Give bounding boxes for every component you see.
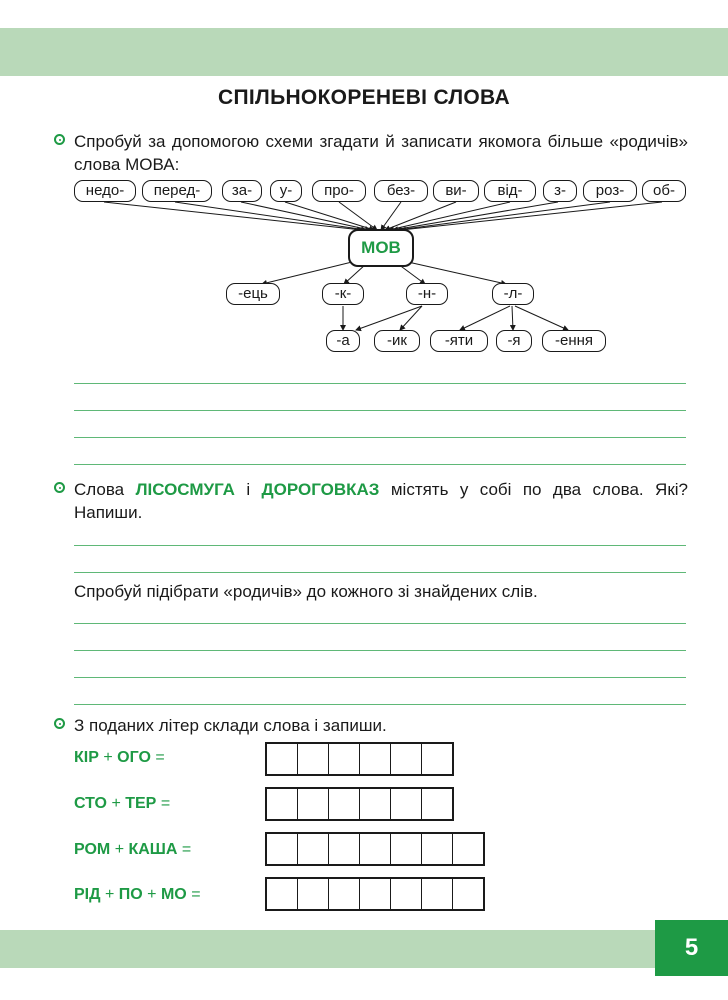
bullet-icon xyxy=(54,718,65,729)
task-2-text: Слова ЛІСОСМУГА і ДОРОГОВКАЗ містять у собі по два слова. Які? Напиши. xyxy=(74,480,688,522)
task-1-text: Спробуй за допомогою схеми згадати й записати якомога більше «родичів» слова МОВА: xyxy=(74,132,688,174)
writing-line[interactable] xyxy=(74,410,686,411)
prefix-box: ви- xyxy=(433,180,479,202)
highlight-word: ЛІСОСМУГА xyxy=(135,480,235,499)
equation-3: РОМ + КАША = xyxy=(74,841,192,858)
prefix-box: за- xyxy=(222,180,262,202)
task-3-text: З поданих літер склади слова і запиши. xyxy=(74,716,387,735)
writing-line[interactable] xyxy=(74,677,686,678)
suffix-box: -л- xyxy=(492,283,534,305)
ending-box: -ення xyxy=(542,330,606,352)
ending-box: -яти xyxy=(430,330,488,352)
writing-line[interactable] xyxy=(74,704,686,705)
letter-grid[interactable] xyxy=(265,877,485,911)
writing-line[interactable] xyxy=(74,437,686,438)
prefix-box: недо- xyxy=(74,180,136,202)
writing-line[interactable] xyxy=(74,383,686,384)
suffix-box: -к- xyxy=(322,283,364,305)
writing-line[interactable] xyxy=(74,572,686,573)
ending-box: -я xyxy=(496,330,532,352)
letter-grid[interactable] xyxy=(265,787,454,821)
writing-line[interactable] xyxy=(74,623,686,624)
ending-box: -а xyxy=(326,330,360,352)
page-number: 5 xyxy=(655,920,728,976)
suffix-box: -н- xyxy=(406,283,448,305)
letter-grid[interactable] xyxy=(265,742,454,776)
prefix-box: у- xyxy=(270,180,302,202)
highlight-word: ДОРОГОВКАЗ xyxy=(261,480,380,499)
bullet-icon xyxy=(54,482,65,493)
equation-2: СТО + ТЕР = xyxy=(74,795,171,812)
equation-1: КІР + ОГО = xyxy=(74,749,165,766)
prefix-box: без- xyxy=(374,180,428,202)
writing-line[interactable] xyxy=(74,545,686,546)
prefix-box: з- xyxy=(543,180,577,202)
task-2 xyxy=(56,478,688,524)
prefix-box: про- xyxy=(312,180,366,202)
equation-4: РІД + ПО + МО = xyxy=(74,886,201,903)
bottom-decor-band xyxy=(0,930,728,968)
task-2-subtask: Спробуй підібрати «родичів» до кожного зі знайдених слів. xyxy=(74,582,538,601)
writing-line[interactable] xyxy=(74,650,686,651)
prefix-box: перед- xyxy=(142,180,212,202)
page-title: СПІЛЬНОКОРЕНЕВІ СЛОВА xyxy=(218,86,510,109)
letter-grid[interactable] xyxy=(265,832,485,866)
task-3 xyxy=(56,714,688,737)
writing-line[interactable] xyxy=(74,464,686,465)
prefix-box: об- xyxy=(642,180,686,202)
prefix-box: роз- xyxy=(583,180,637,202)
ending-box: -ик xyxy=(374,330,420,352)
root-box: МОВ xyxy=(348,229,414,267)
prefix-box: від- xyxy=(484,180,536,202)
suffix-box: -ець xyxy=(226,283,280,305)
